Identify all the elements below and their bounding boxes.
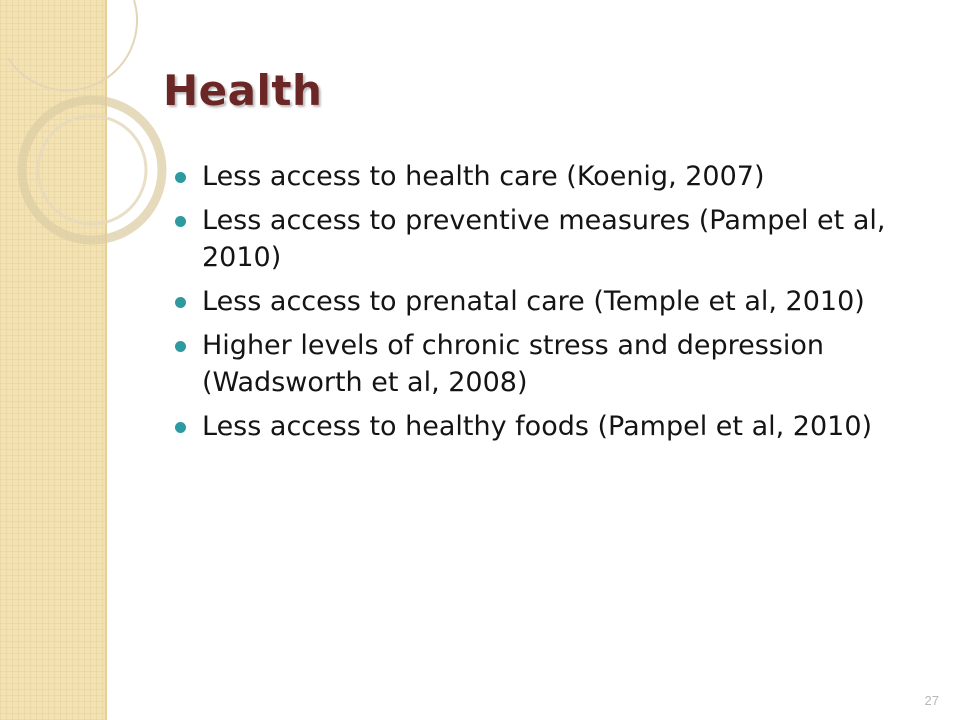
bullet-dot-icon — [175, 216, 186, 227]
bullet-item — [175, 408, 910, 445]
bullet-item — [175, 283, 910, 320]
bullet-item — [175, 327, 910, 401]
bullet-item — [175, 158, 910, 195]
bullet-dot-icon — [175, 422, 186, 433]
bullet-dot-icon — [175, 172, 186, 183]
decorative-ring-inner — [38, 116, 146, 224]
page-number: 27 — [924, 693, 939, 708]
bullet-text: Higher levels of chronic stress and depression (Wadsworth et al, 2008) — [202, 330, 824, 398]
bullet-dot-icon — [175, 341, 186, 352]
decorative-arc-top — [8, 0, 137, 90]
bullet-text: Less access to health care (Koenig, 2007) — [202, 161, 765, 192]
slide-title: Health — [163, 66, 323, 115]
bullet-list — [175, 158, 910, 452]
bullet-item — [175, 202, 910, 276]
decorative-ring-outer — [22, 100, 162, 240]
bullet-text: Less access to preventive measures (Pampel et al, 2010) — [202, 205, 886, 273]
bullet-dot-icon — [175, 297, 186, 308]
bullet-text: Less access to healthy foods (Pampel et al, 2010) — [202, 411, 873, 442]
bullet-text: Less access to prenatal care (Temple et al, 2010) — [202, 286, 865, 317]
